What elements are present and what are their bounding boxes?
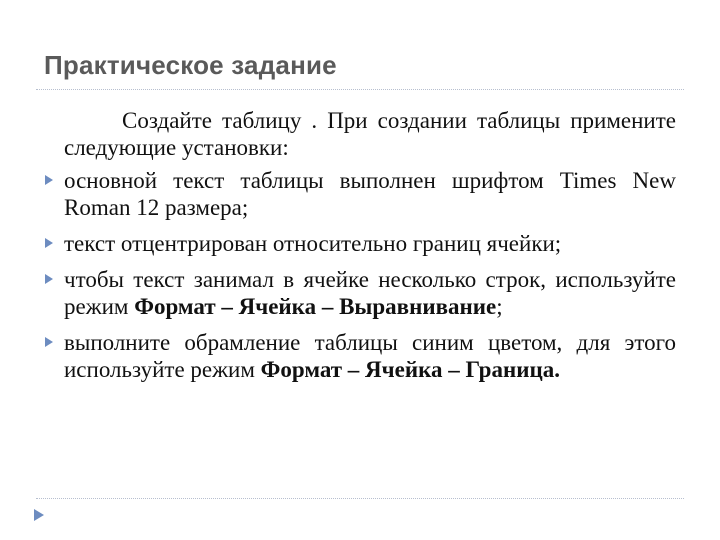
slide-body	[64, 107, 676, 392]
bullet-bold-text: Формат – Ячейка – Выравнивание	[134, 294, 497, 319]
bullet-text-end: ;	[496, 294, 503, 319]
bullet-arrow-icon	[45, 337, 53, 347]
bullet-text: выполните обрамление таблицы синим цветом, для этого используйте режим	[64, 330, 676, 382]
intro-paragraph: Создайте таблицу . При создании таблицы примените следующие установки:	[64, 108, 676, 160]
bullet-arrow-icon	[45, 238, 53, 248]
footer-divider	[36, 498, 684, 499]
next-slide-arrow-icon[interactable]	[34, 509, 44, 521]
bullet-arrow-icon	[45, 175, 53, 185]
bullet-arrow-icon	[45, 274, 53, 284]
slide-title: Практическое задание	[44, 50, 337, 80]
title-divider	[36, 89, 684, 90]
bullet-text: основной текст таблицы выполнен шрифтом Times New Roman 12 размера;	[64, 168, 676, 220]
bullet-text: чтобы текст занимал в ячейке несколько строк, используйте режим	[64, 267, 676, 319]
bullet-text: текст отцентрирован относительно границ ячейки;	[64, 231, 562, 256]
bullet-item	[64, 230, 676, 257]
bullet-item	[64, 167, 676, 221]
bullet-bold-text: Формат – Ячейка – Граница.	[260, 357, 560, 382]
bullet-item	[64, 266, 676, 320]
bullet-item	[64, 329, 676, 383]
